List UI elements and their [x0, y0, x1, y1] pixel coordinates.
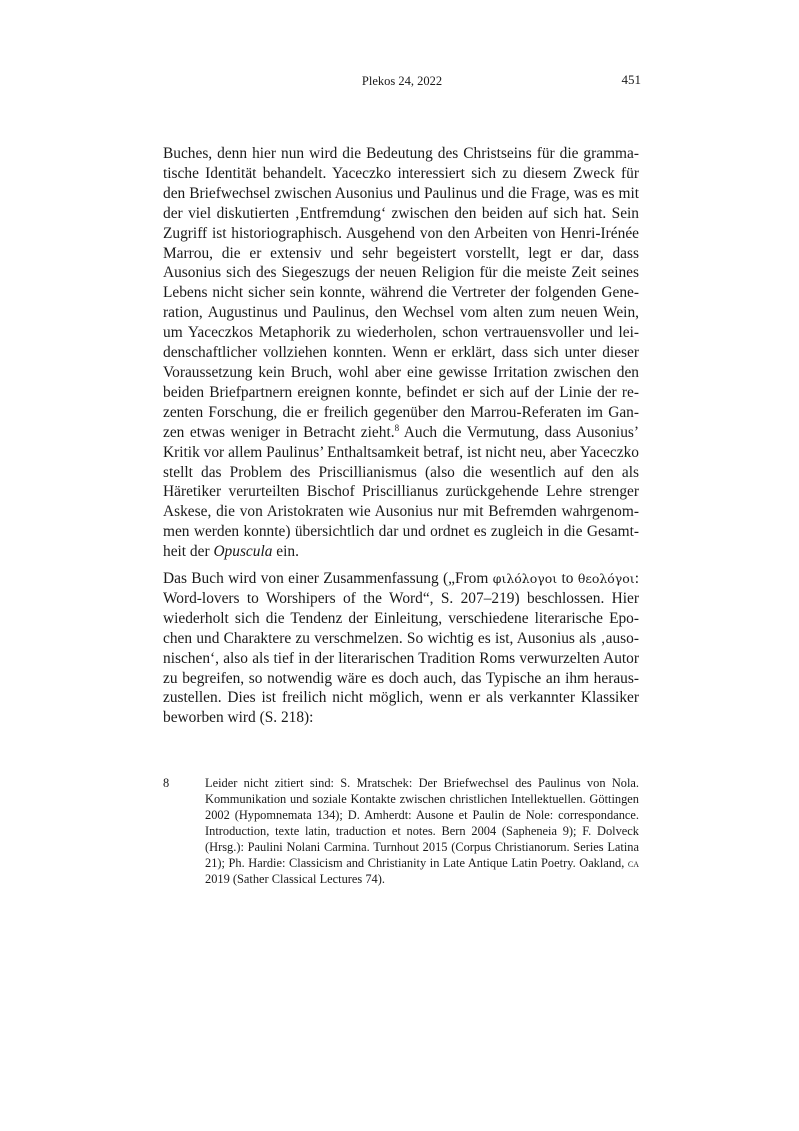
italic-title: Opuscula	[213, 543, 273, 561]
text-run: Leider nicht zitiert sind: S. Mratschek: Der Briefwechsel des Paulinus von Nola. Kommunikation und soziale Kontakte zwischen christlichen Intellektuellen. Göttingen 2002 (Hypomnemata 134); D. Amherdt: Ausone et Paulin de Nole: correspondance. Introduction, texte latin, traduction et notes. Bern 2004 (Sapheneia 9); F. Dolveck (Hrsg.): Paulini Nolani Carmina. Turnhout 2015 (Corpus Christianorum. Series Latina 21); Ph. Hardie: Classicism and Christianity in Late Antique Latin Poetry. Oakland,	[205, 776, 639, 870]
journal-title: Plekos 24, 2022	[361, 74, 443, 88]
footnotes	[163, 776, 639, 888]
greek-word: θεολόγοι	[577, 571, 635, 587]
text-run: to	[557, 570, 578, 588]
text-run: Buches, denn hier nun wird die Bedeutung des Christseins für die grammatische Identität behandelt. Yaceczko interessiert sich zu diesem Zweck für den Briefwechsel zwischen Ausonius und Paulinus und die Frage, was es mit der viel diskutierten ‚Entfremdung‘ zwischen den beiden auf sich hat. Sein Zugriff ist historiographisch. Ausgehend von den Arbeiten von Henri-Irénée Marrou, die er extensiv und sehr begeistert vorstellt, legt er dar, dass Ausonius sich des Siegeszugs der neuen Religion für die meiste Zeit seines Lebens nicht sicher sein konnte, während die Vertreter der folgenden Generation, Augustinus und Paulinus, den Wechsel vom alten zum neuen Wein, um Yaceczkos Metaphorik zu wiederholen, schon vertrauensvoller und leidenschaftlicher vollziehen konnten. Wenn er erklärt, dass sich unter dieser Voraussetzung kein Bruch, wohl aber eine gewisse Irritation zwischen den beiden Briefpartnern ereignen konnte, befindet er sich auf der Linie der rezenten Forschung, die er freilich gegenüber den Marrou-Referaten im Ganzen etwas weniger in Betracht zieht.	[163, 145, 639, 441]
text-run: Auch die Vermutung, dass Ausonius’ Kritik vor allem Paulinus’ Enthaltsamkeit betraf, ist nicht neu, aber Yaceczko stellt das Problem des Priscillianismus (also die wesentlich auf den als Häretiker verurteilten Bischof Priscillianus zurückgehende Lehre strenger Askese, die von Aristokraten wie Ausonius nur mit Befremden wahrgenommen werden konnte) übersichtlich dar und ordnet es zugleich in die Gesamtheit der	[163, 423, 639, 561]
footnote-number: 8	[163, 776, 170, 790]
small-caps-abbrev: ca	[627, 857, 639, 870]
footnote-text	[205, 776, 639, 888]
footnote	[163, 776, 639, 888]
footnote-reference[interactable]: 8	[394, 422, 400, 433]
page-number: 451	[621, 72, 641, 87]
paragraph	[163, 569, 639, 728]
greek-word: φιλόλογοι	[492, 571, 558, 587]
text-run: ein.	[272, 543, 299, 561]
main-text	[163, 144, 639, 728]
running-header	[163, 74, 641, 94]
text-run: Das Buch wird von einer Zusammenfassung („From	[163, 570, 493, 588]
paragraph	[163, 144, 639, 562]
text-run: : Word-lovers to Worshipers of the Word“, S. 207–219) beschlossen. Hier wiederholt sich die Tendenz der Einleitung, verschiedene literarische Epochen und Charaktere zu verschmelzen. So wichtig es ist, Ausonius als ‚ausonischen‘, also als tief in der literarischen Tradition Roms verwurzelten Autor zu begreifen, so notwendig wäre es doch auch, das Typische an ihm herauszustellen. Dies ist freilich nicht möglich, wenn er als verkannter Klassiker beworben wird (S. 218):	[163, 570, 639, 727]
text-run: 2019 (Sather Classical Lectures 74).	[205, 872, 385, 887]
